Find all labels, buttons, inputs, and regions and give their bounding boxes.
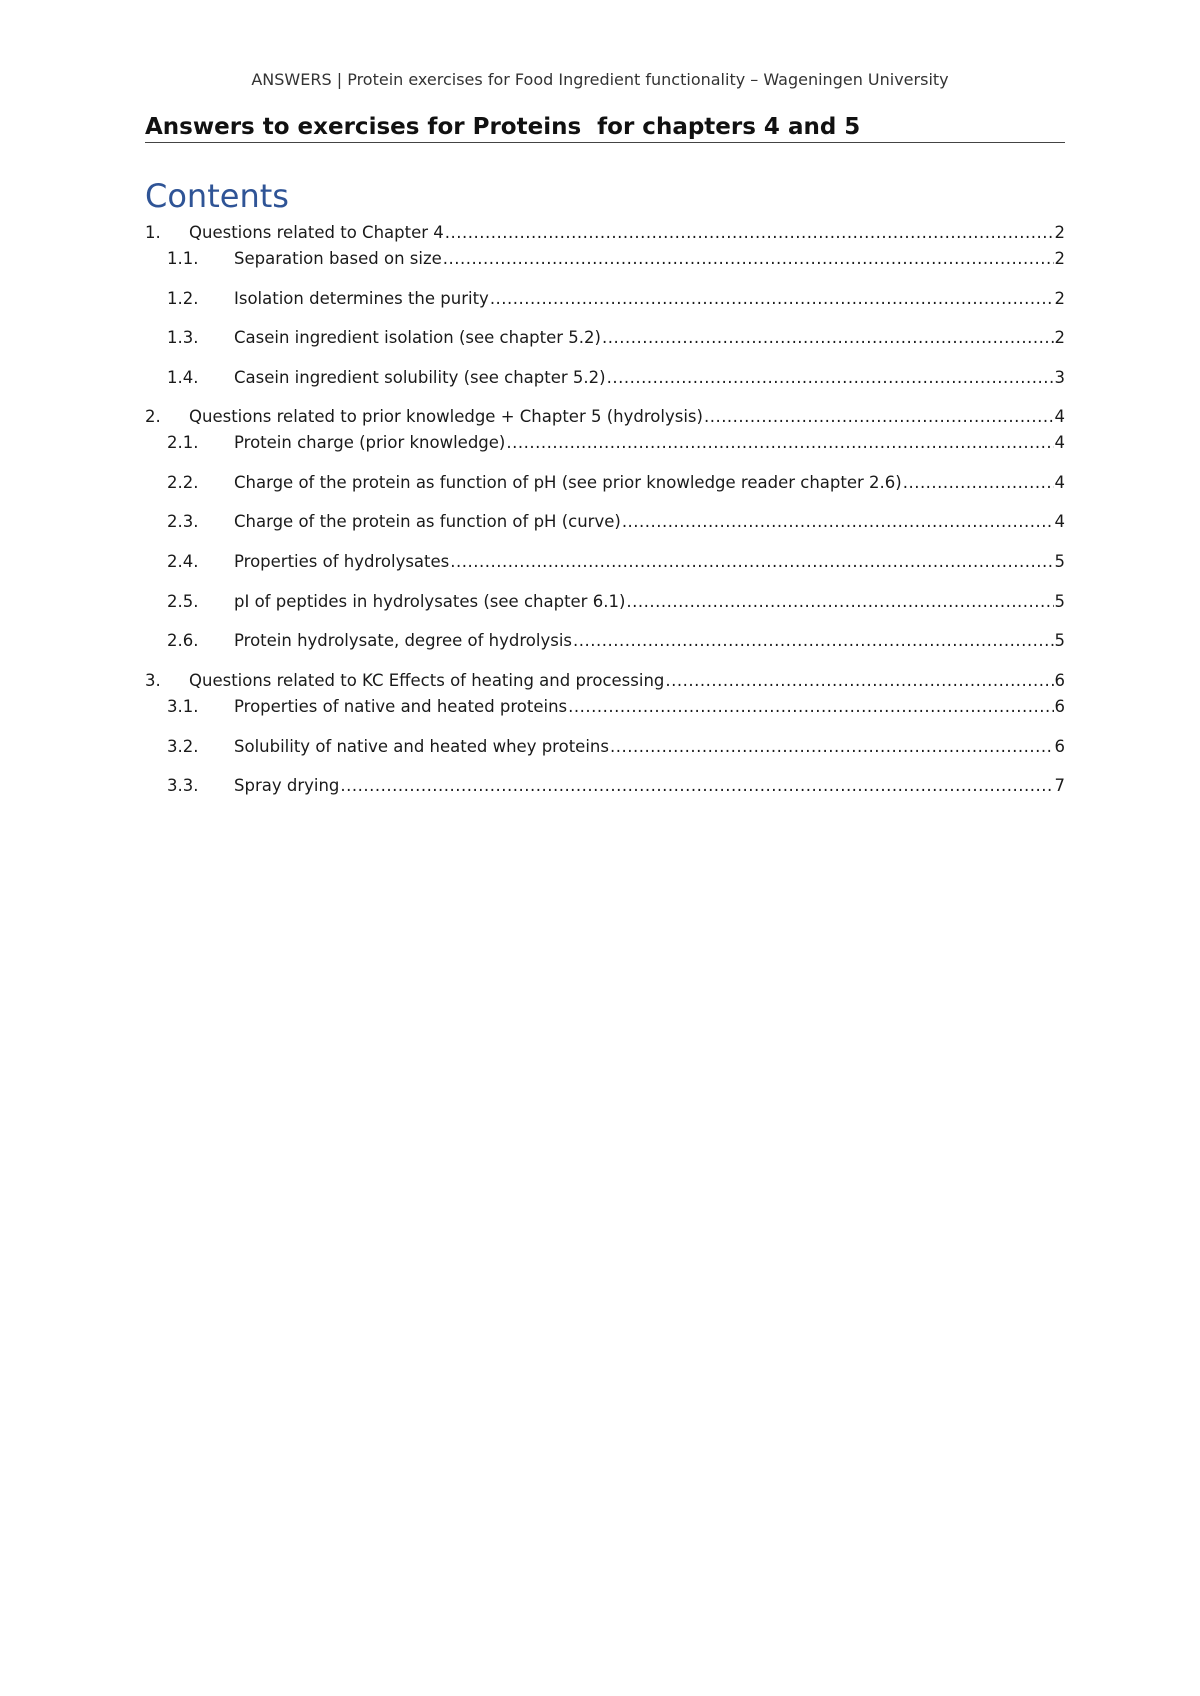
- toc-dot-leader: [610, 736, 1054, 758]
- toc-entry-number: 2.3.: [167, 512, 199, 531]
- toc-entry-page: 2: [1054, 223, 1065, 242]
- toc-entry-page: 3: [1054, 368, 1065, 387]
- toc-entry-number: 2.1.: [167, 433, 199, 452]
- toc-dot-leader: [445, 222, 1054, 244]
- toc-entry-number: 1.: [145, 223, 161, 242]
- toc-entry-page: 2: [1054, 328, 1065, 347]
- toc-dot-leader: [665, 670, 1053, 692]
- toc-dot-leader: [626, 591, 1053, 613]
- toc-entry-number: 3.3.: [167, 776, 199, 795]
- toc-entry-page: 6: [1054, 697, 1065, 716]
- toc-entry-page: 4: [1054, 433, 1065, 452]
- toc-entry[interactable]: [145, 511, 1065, 533]
- toc-entry-number: 3.2.: [167, 737, 199, 756]
- toc-entry[interactable]: [145, 288, 1065, 310]
- toc-entry[interactable]: [145, 591, 1065, 613]
- toc-dot-leader: [903, 472, 1054, 494]
- toc-entry-title: Protein hydrolysate, degree of hydrolysis: [234, 631, 573, 650]
- toc-entry-page: 6: [1054, 671, 1065, 690]
- document-title: Answers to exercises for Proteins for chapters 4 and 5: [145, 114, 1065, 143]
- toc-entry-number: 2.6.: [167, 631, 199, 650]
- toc-entry-number: 2.4.: [167, 552, 199, 571]
- toc-entry-page: 5: [1054, 631, 1065, 650]
- toc-entry-title: Spray drying: [234, 776, 340, 795]
- toc-entry-page: 5: [1054, 552, 1065, 571]
- toc-dot-leader: [443, 248, 1054, 270]
- toc-dot-leader: [607, 367, 1054, 389]
- toc-entry[interactable]: [145, 670, 1065, 692]
- toc-entry-title: Questions related to KC Effects of heating and processing: [189, 671, 665, 690]
- toc-entry-title: Casein ingredient isolation (see chapter 5.2): [234, 328, 601, 347]
- toc-entry[interactable]: [145, 222, 1065, 244]
- toc-dot-leader: [490, 288, 1054, 310]
- page-header: ANSWERS | Protein exercises for Food Ingredient functionality – Wageningen University: [251, 70, 949, 89]
- toc-dot-leader: [602, 327, 1054, 349]
- toc-entry[interactable]: [145, 696, 1065, 718]
- toc-entry-page: 4: [1054, 512, 1065, 531]
- toc-entry[interactable]: [145, 327, 1065, 349]
- toc-entry-number: 3.1.: [167, 697, 199, 716]
- toc-entry-title: Charge of the protein as function of pH (see prior knowledge reader chapter 2.6): [234, 473, 902, 492]
- toc-entry-title: Properties of hydrolysates: [234, 552, 450, 571]
- toc-entry[interactable]: [145, 630, 1065, 652]
- toc-entry-page: 7: [1054, 776, 1065, 795]
- toc-entry-number: 2.: [145, 407, 161, 426]
- toc-entry-title: Protein charge (prior knowledge): [234, 433, 506, 452]
- toc-entry-number: 1.1.: [167, 249, 199, 268]
- toc-dot-leader: [568, 696, 1053, 718]
- toc-entry-number: 2.2.: [167, 473, 199, 492]
- toc-entry[interactable]: [145, 248, 1065, 270]
- toc-entry-page: 2: [1054, 249, 1065, 268]
- toc-entry-title: Questions related to Chapter 4: [189, 223, 444, 242]
- toc-entry-number: 2.5.: [167, 592, 199, 611]
- toc-entry[interactable]: [145, 736, 1065, 758]
- toc-dot-leader: [622, 511, 1054, 533]
- toc-entry[interactable]: [145, 432, 1065, 454]
- toc-entry[interactable]: [145, 472, 1065, 494]
- toc-dot-leader: [340, 775, 1053, 797]
- toc-entry-title: Isolation determines the purity: [234, 289, 489, 308]
- toc-entry-title: Charge of the protein as function of pH (curve): [234, 512, 621, 531]
- toc-entry-title: Separation based on size: [234, 249, 442, 268]
- toc-entry-page: 4: [1054, 473, 1065, 492]
- toc-entry-number: 3.: [145, 671, 161, 690]
- toc-entry[interactable]: [145, 775, 1065, 797]
- toc-entry-number: 1.4.: [167, 368, 199, 387]
- toc-entry[interactable]: [145, 551, 1065, 573]
- toc-dot-leader: [573, 630, 1053, 652]
- toc-entry-page: 4: [1054, 407, 1065, 426]
- toc-entry-number: 1.2.: [167, 289, 199, 308]
- toc-entry-title: pI of peptides in hydrolysates (see chapter 6.1): [234, 592, 626, 611]
- toc-entry-title: Solubility of native and heated whey proteins: [234, 737, 609, 756]
- toc-entry[interactable]: [145, 406, 1065, 428]
- toc-entry-title: Casein ingredient solubility (see chapter 5.2): [234, 368, 606, 387]
- toc-entry-page: 5: [1054, 592, 1065, 611]
- toc-entry-title: Properties of native and heated proteins: [234, 697, 568, 716]
- toc-entry-title: Questions related to prior knowledge + Chapter 5 (hydrolysis): [189, 407, 703, 426]
- toc-entry[interactable]: [145, 367, 1065, 389]
- toc-entry-number: 1.3.: [167, 328, 199, 347]
- toc-dot-leader: [506, 432, 1053, 454]
- contents-heading: Contents: [145, 177, 289, 215]
- toc-dot-leader: [450, 551, 1053, 573]
- toc-entry-page: 6: [1054, 737, 1065, 756]
- toc-entry-page: 2: [1054, 289, 1065, 308]
- toc-dot-leader: [704, 406, 1054, 428]
